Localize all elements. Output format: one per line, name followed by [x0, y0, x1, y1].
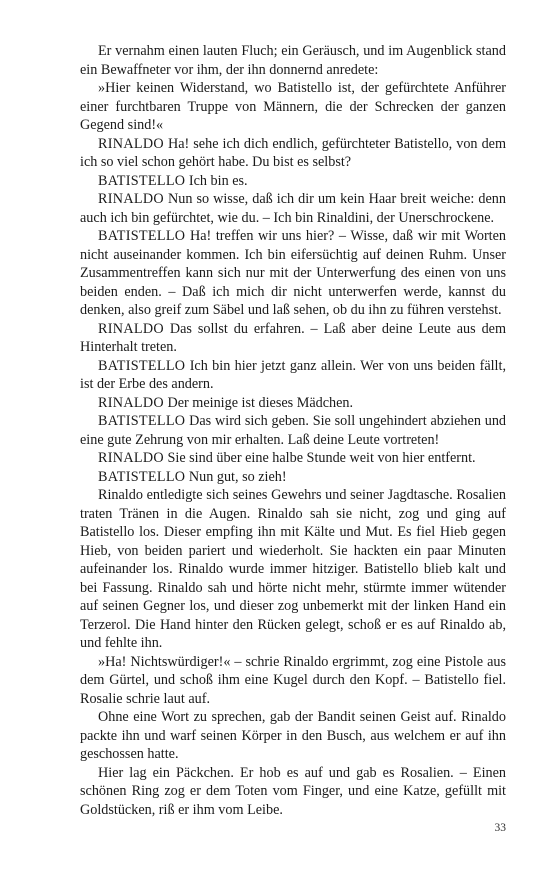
paragraph: Rinaldo entledigte sich seines Gewehrs und seiner Jagdtasche. Rosalien traten Tränen in die Augen. Rinaldo sah sie nicht, zog und ging auf Batistello los. Dieser empfing ihn mit Kälte und Mut. Es fiel Hieb gegen Hieb, von beiden pariert und wiederholt. Sie hackten ein paar Minuten aufeinander los. Rinaldo wurde immer hitziger. Batistello blieb kalt und bei Fassung. Rinaldo sah und hörte nicht mehr, stürmte immer wütender auf seinen Gegner los, und dieser zog unbemerkt mit der linken Hand ein Terzerol. Die Hand hinter den Rücken gelegt, schoß er es auf Rinaldo ab, und fehlte ihn. [80, 487, 506, 651]
dialogue-line: RINALDO Der meinige ist dieses Mädchen. [98, 394, 354, 411]
dialogue-line: BATISTELLO Das wird sich geben. Sie soll ungehindert abziehen und eine gute Zehrung von mir erhalten. Laß deine Leute vortreten! [80, 413, 507, 448]
dialogue-line: BATISTELLO Nun gut, so zieh! [98, 468, 287, 485]
dialogue-line: RINALDO Sie sind über eine halbe Stunde weit von hier entfernt. [98, 450, 476, 466]
paragraph: »Hier keinen Widerstand, wo Batistello ist, der gefürchtete Anführer einer furchtbaren Truppe von Männern, die der Schrecken der ganzen Gegend sind!« [80, 80, 506, 133]
speaker-name: RINALDO [98, 394, 164, 411]
speaker-name: BATISTELLO [98, 468, 186, 485]
speaker-name: RINALDO [98, 135, 164, 152]
speaker-name: RINALDO [98, 320, 164, 337]
paragraph: »Ha! Nichtswürdiger!« – schrie Rinaldo ergrimmt, zog eine Pistole aus dem Gürtel, und schoß ihm eine Kugel durch den Kopf. – Batistello fiel. Rosalie schrie laut auf. [80, 653, 506, 707]
speaker-name: BATISTELLO [98, 357, 186, 374]
dialogue-line: RINALDO Nun so wisse, daß ich dir um kein Haar breit weiche: denn auch ich bin gefürchtet, wie du. – Ich bin Rinaldini, der Unerschrockene. [80, 191, 506, 226]
dialogue-line: BATISTELLO Ich bin hier jetzt ganz allein. Wer von uns beiden fällt, ist der Erbe des andern. [80, 357, 506, 392]
paragraph: Hier lag ein Päckchen. Er hob es auf und gab es Rosalien. – Einen schönen Ring zog er dem Toten vom Finger, und eine Katze, gefüllt mit Goldstücken, riß er ihm vom Leibe. [80, 764, 506, 818]
paragraph: Er vernahm einen lauten Fluch; ein Geräusch, und im Augenblick stand ein Bewaffneter vor ihm, der ihn donnernd anredete: [80, 43, 506, 78]
page-body [80, 42, 506, 819]
dialogue-line: RINALDO Ha! sehe ich dich endlich, gefürchteter Batistello, von dem ich so viel schon gehört habe. Du bist es selbst? [80, 135, 506, 170]
speaker-name: RINALDO [98, 191, 164, 207]
speaker-name: BATISTELLO [98, 413, 186, 429]
speaker-name: BATISTELLO [98, 172, 186, 189]
paragraph: Ohne eine Wort zu sprechen, gab der Bandit seinen Geist auf. Rinaldo packte ihn und warf seinen Körper in den Busch, aus welchem er auf ihn geschossen hatte. [80, 709, 506, 762]
page-number: 33 [494, 822, 506, 834]
dialogue-line: BATISTELLO Ha! treffen wir uns hier? – Wisse, daß wir mit Worten nicht auseinander kommen. Ich bin eifersüchtig auf deinen Ruhm. Unser Zusammentreffen kann sich nur mit der Unterwerfung des einen von uns beiden enden. – Daß ich mich dir nicht unterwerfen werde, kannst du denken, also greif zum Säbel und laß sehen, ob du ihn zu führen verstehst. [80, 228, 507, 318]
speaker-name: RINALDO [98, 450, 164, 466]
dialogue-line: RINALDO Das sollst du erfahren. – Laß aber deine Leute aus dem Hinterhalt treten. [80, 320, 506, 355]
dialogue-line: BATISTELLO Ich bin es. [98, 172, 248, 189]
speaker-name: BATISTELLO [98, 228, 186, 244]
